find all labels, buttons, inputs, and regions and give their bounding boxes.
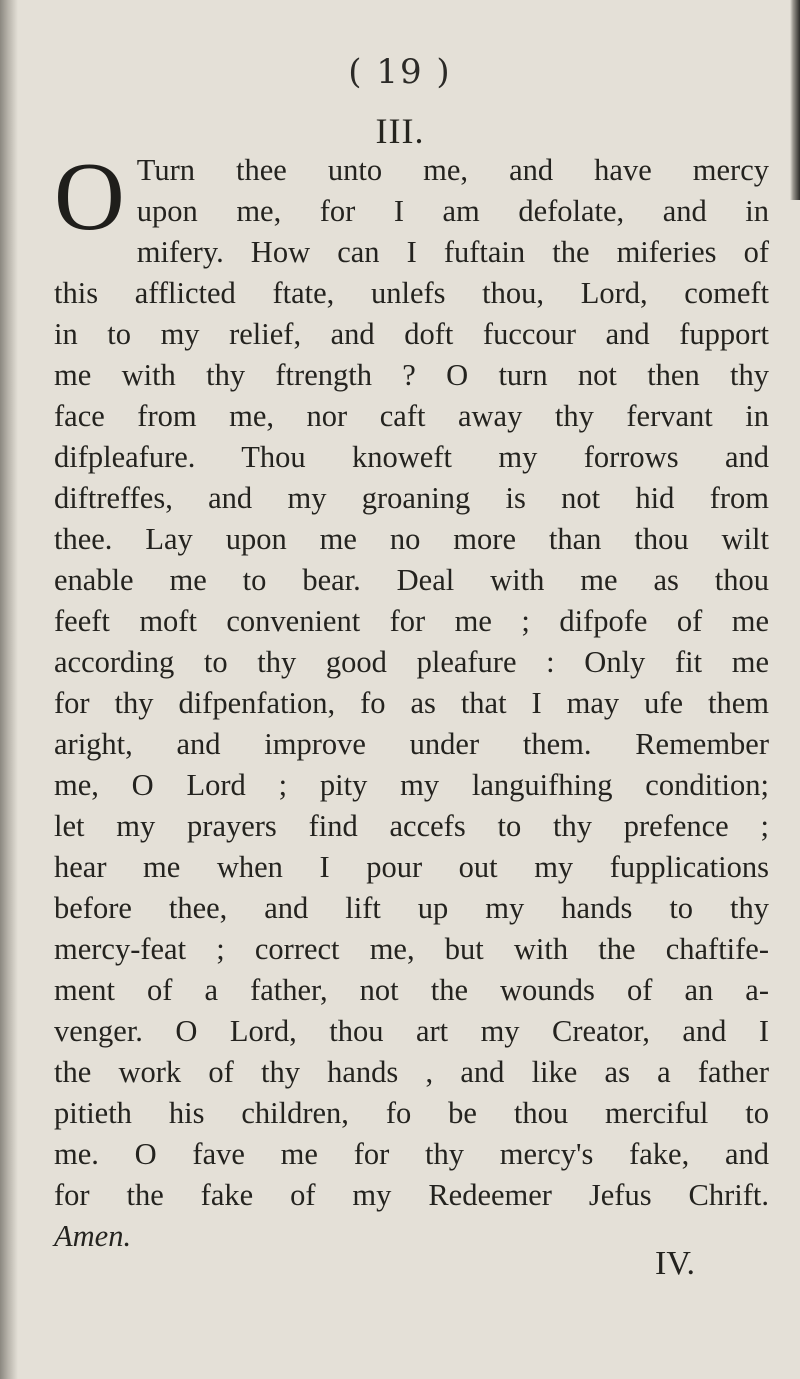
text-line: let my prayers find accefs to thy prefence ; [54, 809, 769, 843]
text-line: feeft moft convenient for me ; difpofe of me [54, 604, 769, 638]
text-line: in to my relief, and doft fuccour and fupport [54, 317, 769, 351]
binding-shadow [0, 0, 18, 1379]
text-line: difpleafure. Thou knoweft my forrows and [54, 440, 769, 474]
text-line: pitieth his children, fo be thou merciful to [54, 1096, 769, 1130]
section-heading: III. [375, 111, 425, 151]
text-line: me, O Lord ; pity my languifhing condition; [54, 768, 769, 802]
text-line: this afflicted ftate, unlefs thou, Lord, comeft [54, 276, 769, 310]
text-line: upon me, for I am defolate, and in [136, 194, 769, 228]
text-line: aright, and improve under them. Remember [54, 727, 769, 761]
page-number: ( 19 ) [348, 52, 452, 92]
amen-text: Amen. [54, 1219, 132, 1253]
text-line: mercy-feat ; correct me, but with the chaftife- [54, 932, 769, 966]
prayer-text [54, 143, 769, 1257]
text-line: venger. O Lord, thou art my Creator, and I [54, 1014, 769, 1048]
text-line: mifery. How can I fuftain the miferies of [136, 235, 769, 269]
drop-cap: O [54, 143, 125, 251]
text-line: the work of thy hands , and like as a father [54, 1055, 769, 1089]
text-line: enable me to bear. Deal with me as thou [54, 563, 769, 597]
text-line: me with thy ftrength ? O turn not then thy [54, 358, 769, 392]
text-line: ment of a father, not the wounds of an a- [54, 973, 769, 1007]
text-line: thee. Lay upon me no more than thou wilt [54, 522, 769, 556]
text-line: face from me, nor caft away thy fervant in [54, 399, 769, 433]
text-line: me. O fave me for thy mercy's fake, and [54, 1137, 769, 1171]
text-line: Turn thee unto me, and have mercy [136, 153, 769, 187]
catchword: IV. [655, 1245, 695, 1282]
text-line: hear me when I pour out my fupplications [54, 850, 769, 884]
text-line: for the fake of my Redeemer Jefus Chrift. [54, 1178, 769, 1212]
text-line: diftreffes, and my groaning is not hid from [54, 481, 769, 515]
text-line: for thy difpenfation, fo as that I may ufe them [54, 686, 769, 720]
text-line: before thee, and lift up my hands to thy [54, 891, 769, 925]
page-edge [790, 0, 800, 200]
text-line: according to thy good pleafure : Only fit me [54, 645, 769, 679]
